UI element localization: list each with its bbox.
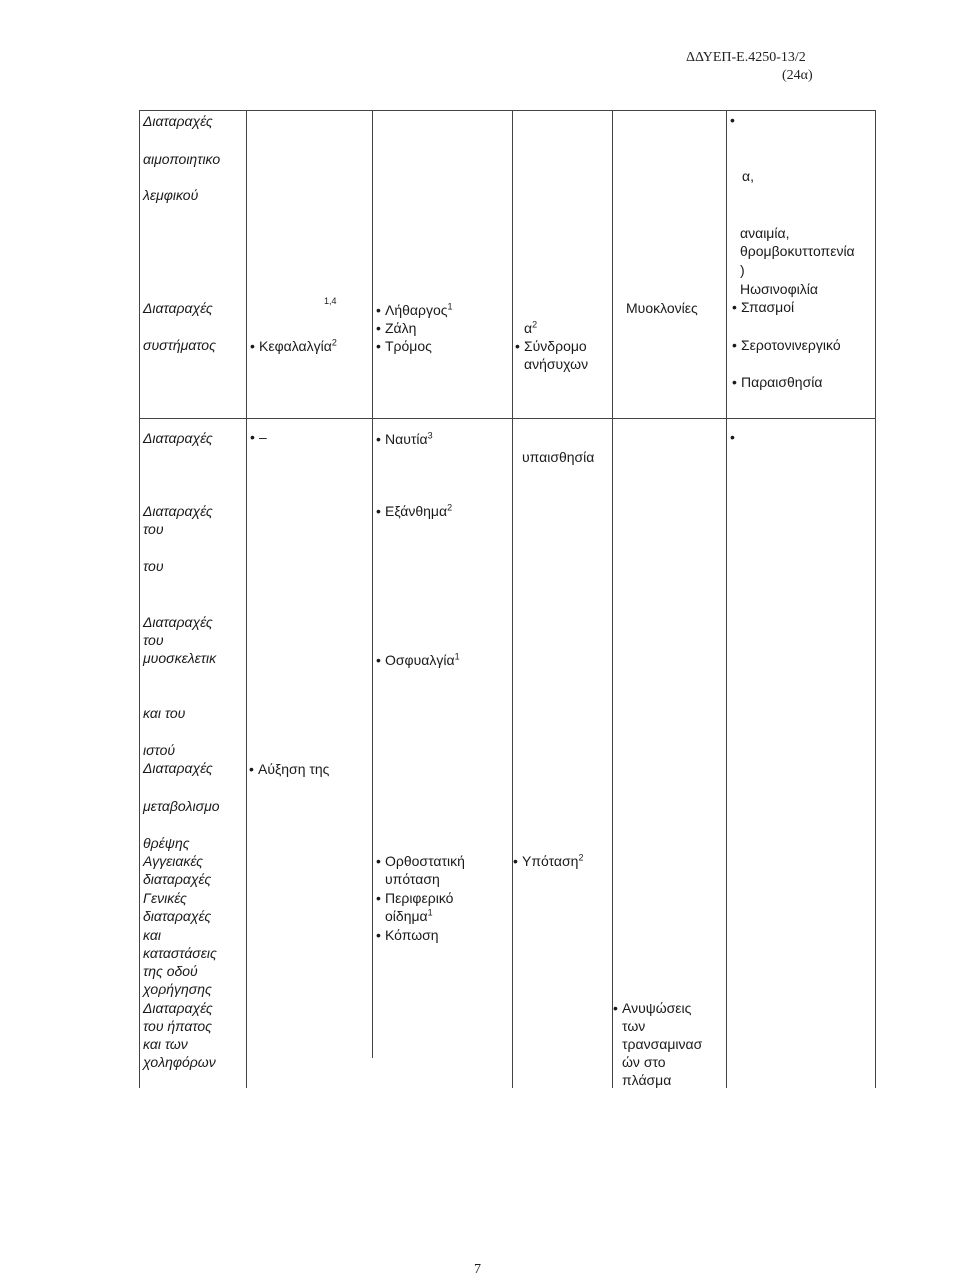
effect-continuation: τρανσαμινασ <box>622 1036 703 1052</box>
effect-text: οίδημα <box>385 908 428 924</box>
effect-text <box>524 319 537 337</box>
effect-text: Κεφαλαλγία <box>259 338 332 354</box>
effect-continuation: ανήσυχων <box>524 356 589 372</box>
footnote-marker: 2 <box>331 337 337 348</box>
effect-text: Παραισθησία <box>741 374 823 390</box>
adverse-effect-item <box>385 852 465 870</box>
adverse-effect-item <box>741 298 794 316</box>
adverse-effect-item <box>741 373 822 391</box>
effect-continuation: των <box>622 1018 646 1034</box>
organ-class-label: μεταβολισμο <box>143 798 220 814</box>
adverse-effect-item <box>385 926 439 944</box>
effect-text: Περιφερικό <box>385 890 454 906</box>
organ-class-label: Γενικές <box>143 890 187 906</box>
organ-class-label: διαταραχές <box>143 908 212 924</box>
organ-class-label: του <box>143 558 164 574</box>
effect-text: Μυοκλονίες <box>626 300 698 316</box>
col-divider-2 <box>372 110 373 1058</box>
effect-text: Υπόταση <box>522 853 579 869</box>
organ-class-label: της οδού <box>143 963 198 979</box>
page-number: 7 <box>474 1262 481 1277</box>
footnote-marker: 1,4 <box>324 296 337 306</box>
effect-text: Εξάνθημα <box>385 503 448 519</box>
table-left-border <box>139 110 140 1088</box>
table-right-border <box>875 110 876 1088</box>
organ-class-label: θρέψης <box>143 835 190 851</box>
organ-class-label: Διαταραχές <box>143 614 213 630</box>
adverse-effect-item <box>259 337 337 355</box>
col-divider-5 <box>726 110 727 1088</box>
effect-text: Ορθοστατική <box>385 853 465 869</box>
bullet-marker: • <box>730 112 735 128</box>
organ-class-label: χορήγησης <box>143 981 212 997</box>
document-code: ΔΔΥΕΠ-Ε.4250-13/2 <box>686 50 806 65</box>
effect-text: Κόπωση <box>385 927 439 943</box>
adverse-effect-item <box>385 651 460 669</box>
organ-class-label: Διαταραχές <box>143 113 213 129</box>
organ-class-label: ιστού <box>143 742 176 758</box>
effect-text: Σεροτονινεργικό <box>741 337 841 353</box>
adverse-effect-item <box>741 336 841 354</box>
adverse-effect-item <box>385 319 416 337</box>
effect-text: υπαισθησία <box>522 449 595 465</box>
document-subcode: (24α) <box>782 68 813 83</box>
adverse-effect-item <box>258 760 329 778</box>
organ-class-label: χοληφόρων <box>143 1054 216 1070</box>
organ-class-label: Διαταραχές <box>143 430 213 446</box>
organ-class-label: του ήπατος <box>143 1018 212 1034</box>
table-top-border <box>139 110 876 111</box>
effect-text: – <box>259 429 267 445</box>
adverse-effect-item <box>522 852 583 870</box>
effect-continuation: πλάσμα <box>622 1072 672 1088</box>
row-divider-nervous <box>139 418 876 419</box>
organ-class-label: και του <box>143 705 186 721</box>
adverse-effect-item <box>385 889 453 907</box>
organ-class-label: και των <box>143 1036 188 1052</box>
effect-text: α, <box>742 168 754 184</box>
effect-text: Λήθαργος <box>385 302 448 318</box>
bullet-marker: • <box>730 429 735 445</box>
organ-class-label: Διαταραχές <box>143 300 213 316</box>
col-divider-1 <box>246 110 247 1088</box>
effect-text: Ηωσινοφιλία <box>740 281 818 297</box>
adverse-effect-item <box>385 337 432 355</box>
effect-text: Σπασμοί <box>741 299 795 315</box>
effect-continuation <box>385 907 433 925</box>
adverse-effect-item <box>524 337 587 355</box>
footnote-marker: 1 <box>427 907 433 918</box>
organ-class-label: αιμοποιητικο <box>143 151 221 167</box>
organ-class-label: συστήματος <box>143 337 216 353</box>
organ-class-label: του <box>143 632 164 648</box>
organ-class-label: διαταραχές <box>143 871 212 887</box>
effect-text: Ναυτία <box>385 431 428 447</box>
organ-class-label: Διαταραχές <box>143 1000 213 1016</box>
organ-class-label: του <box>143 521 164 537</box>
footnote-marker: 1 <box>454 651 460 662</box>
organ-class-label: Διαταραχές <box>143 760 213 776</box>
effect-text: θρομβοκυττοπενία <box>740 243 855 259</box>
effect-continuation: ών στο <box>622 1054 666 1070</box>
effect-text: Ανυψώσεις <box>622 1000 692 1016</box>
effect-continuation: υπόταση <box>385 871 440 887</box>
effect-text: Οσφυαλγία <box>385 652 455 668</box>
footnote-marker: 3 <box>427 430 433 441</box>
col-divider-3 <box>512 110 513 1088</box>
effect-text: Αύξηση της <box>258 761 330 777</box>
footnote-marker: 1 <box>447 301 453 312</box>
effect-text: ) <box>740 262 745 278</box>
effect-text: Τρόμος <box>385 338 432 354</box>
footnote-marker: 2 <box>578 852 584 863</box>
effect-text: Σύνδρομο <box>524 338 587 354</box>
adverse-effect-item <box>385 430 433 448</box>
organ-class-label: Αγγειακές <box>143 853 203 869</box>
organ-class-label: μυοσκελετικ <box>143 650 217 666</box>
adverse-effect-item <box>385 502 452 520</box>
effect-text-fragment: α <box>524 320 533 336</box>
organ-class-label: καταστάσεις <box>143 945 217 961</box>
effect-text: αναιμία, <box>740 225 790 241</box>
organ-class-label: και <box>143 927 161 943</box>
effect-text: Ζάλη <box>385 320 417 336</box>
adverse-effect-item <box>259 428 267 446</box>
col-divider-4 <box>612 110 613 1088</box>
footnote-marker: 2 <box>447 502 453 513</box>
footnote-marker: 2 <box>532 319 538 330</box>
adverse-effect-item <box>622 999 691 1017</box>
adverse-effect-item <box>385 301 453 319</box>
organ-class-label: λεμφικού <box>143 187 199 203</box>
organ-class-label: Διαταραχές <box>143 503 213 519</box>
